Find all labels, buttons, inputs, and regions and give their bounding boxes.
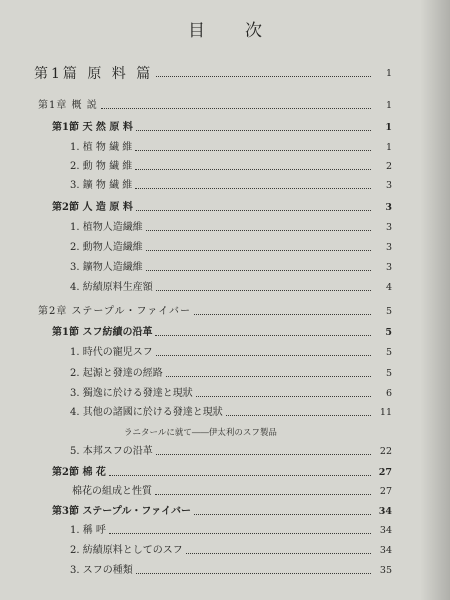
page-number: 2 — [385, 161, 392, 172]
page-number: 6 — [385, 388, 392, 399]
leader-dots — [155, 493, 371, 495]
toc-entry-chapter-2 — [0, 304, 392, 320]
page-number: 34 — [379, 545, 392, 556]
page-number: 1 — [385, 68, 392, 79]
leader-dots — [136, 209, 371, 211]
toc-entry-item — [0, 405, 392, 421]
entry-label: 第2章 ステープル・ファイバー — [38, 306, 192, 317]
entry-label: 3. 獨逸に於ける發達と現狀 — [70, 388, 193, 399]
entry-label: 3. スフの種類 — [70, 565, 133, 576]
leader-dots — [156, 75, 371, 77]
leader-dots — [135, 149, 371, 151]
page-number: 34 — [378, 506, 392, 517]
entry-label: 3. 鑛 物 繊 維 — [70, 180, 133, 191]
toc-entry-item — [0, 523, 392, 539]
toc-entry-item — [0, 178, 392, 194]
entry-label: 2. 紡績原料としてのスフ — [70, 545, 183, 556]
leader-dots — [155, 334, 371, 336]
toc-entry-section — [0, 200, 392, 216]
toc-entry-section — [0, 325, 392, 341]
page-number: 3 — [385, 222, 392, 233]
entry-label: 4. 紡績原料生産額 — [70, 282, 153, 293]
toc-note: ラニタールに就て――伊太利のスフ製品 — [124, 428, 277, 438]
toc-entry-item — [0, 280, 392, 296]
page-number: 1 — [385, 122, 392, 133]
page-number: 35 — [379, 565, 392, 576]
page-number: 11 — [379, 407, 392, 418]
leader-dots — [196, 395, 371, 397]
page-number: 4 — [385, 282, 392, 293]
leader-dots — [194, 313, 371, 315]
toc-entry-section — [0, 504, 392, 520]
leader-dots — [135, 187, 371, 189]
leader-dots — [109, 532, 371, 534]
leader-dots — [166, 375, 371, 377]
page-number: 34 — [379, 525, 392, 536]
entry-label: 第1節 スフ紡績の沿革 — [52, 327, 153, 338]
page-number: 5 — [385, 306, 392, 317]
leader-dots — [186, 552, 371, 554]
entry-label: 第2節 人 造 原 料 — [52, 202, 133, 213]
toc-entry-part-1 — [0, 64, 392, 84]
toc-entry-item — [0, 484, 392, 500]
entry-label: 2. 動 物 繊 維 — [70, 161, 133, 172]
leader-dots — [136, 129, 371, 131]
page-number: 1 — [385, 100, 392, 111]
toc-entry-item — [0, 159, 392, 175]
page-edge-shadow — [420, 0, 450, 600]
toc-entry-item — [0, 366, 392, 382]
page-number: 5 — [385, 368, 392, 379]
leader-dots — [101, 107, 371, 109]
page-number: 27 — [379, 486, 392, 497]
toc-entry-item — [0, 563, 392, 579]
leader-dots — [135, 168, 371, 170]
entry-label: 1. 時代の寵児スフ — [70, 347, 153, 358]
toc-entry-item — [0, 543, 392, 559]
toc-entry-item — [0, 240, 392, 256]
page-number: 3 — [385, 202, 392, 213]
page-number: 3 — [385, 180, 392, 191]
entry-label: 3. 鑛物人造繊維 — [70, 262, 143, 273]
entry-label: 第1節 天 然 原 料 — [52, 122, 133, 133]
entry-label: 第3節 ステープル・ファイバー — [52, 506, 191, 517]
entry-label: 1. 植 物 繊 維 — [70, 142, 133, 153]
toc-entry-item — [0, 345, 392, 361]
toc-entry-item — [0, 220, 392, 236]
page-number: 5 — [385, 347, 392, 358]
entry-label: 棉花の組成と性質 — [72, 486, 152, 497]
leader-dots — [226, 414, 371, 416]
entry-label: 5. 本邦スフの沿革 — [70, 446, 153, 457]
page-number: 5 — [385, 327, 392, 338]
entry-label: 1. 植物人造繊維 — [70, 222, 143, 233]
toc-entry-section — [0, 465, 392, 481]
page-number: 27 — [378, 467, 392, 478]
page-number: 3 — [385, 262, 392, 273]
leader-dots — [194, 513, 371, 515]
leader-dots — [136, 572, 371, 574]
page-number: 3 — [385, 242, 392, 253]
leader-dots — [146, 269, 371, 271]
entry-label: 2. 起源と發達の經路 — [70, 368, 163, 379]
toc-entry-chapter-1 — [0, 98, 392, 114]
leader-dots — [156, 453, 371, 455]
page-number: 22 — [379, 446, 392, 457]
leader-dots — [146, 229, 371, 231]
leader-dots — [109, 474, 371, 476]
toc-entry-item — [0, 444, 392, 460]
toc-entry-item — [0, 260, 392, 276]
leader-dots — [146, 249, 371, 251]
leader-dots — [156, 354, 371, 356]
page-number: 1 — [385, 142, 392, 153]
entry-label: 1. 稱 呼 — [70, 525, 106, 536]
leader-dots — [156, 289, 371, 291]
toc-entry-item — [0, 386, 392, 402]
entry-label: 第1篇 原 料 篇 — [34, 66, 154, 82]
toc-entry-item — [0, 140, 392, 156]
entry-label: 第1章 概 説 — [38, 100, 98, 111]
entry-label: 4. 其他の諸國に於ける發達と現狀 — [70, 407, 223, 418]
entry-label: 第2節 棉 花 — [52, 467, 106, 478]
toc-entry-section — [0, 120, 392, 136]
entry-label: 2. 動物人造繊維 — [70, 242, 143, 253]
page-title: 目次 — [188, 21, 302, 41]
